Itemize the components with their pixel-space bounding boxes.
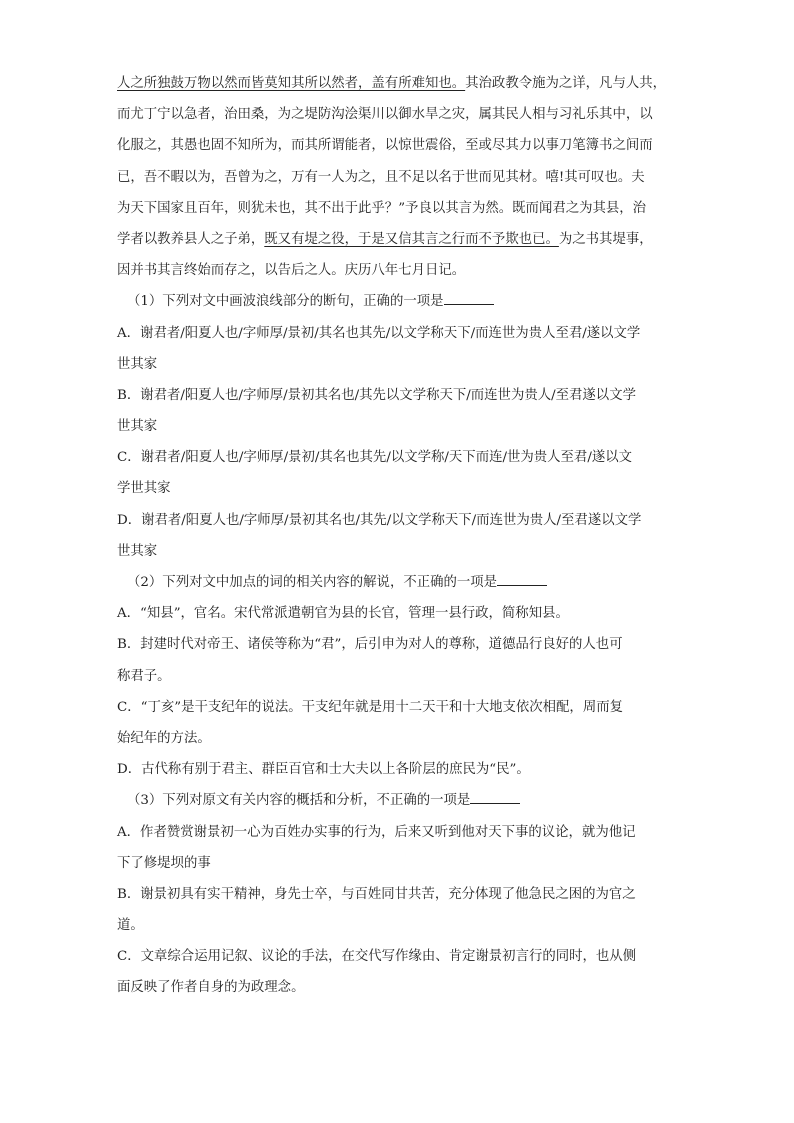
option-b-cont: 道。 bbox=[117, 918, 144, 934]
passage-line: 因并书其言终始而存之，以告后之人。庆历八年七月日记。 bbox=[117, 263, 466, 279]
passage-line: 而尤丁宁以急者，治田桑，为之堤防沟浍渠川以御水旱之灾，属其民人相与习礼乐其中，以 bbox=[117, 107, 653, 123]
question-2-stem: （2）下列对文中加点的词的相关内容的解说，不正确的一项是 bbox=[117, 567, 677, 598]
passage-line: 人之所独鼓万物以然而皆莫知其所以然者，盖有所难知也。其治政教令施为之详，凡与人共， bbox=[117, 76, 667, 91]
option-d-cont: 世其家 bbox=[117, 543, 158, 559]
underlined-sentence: 人之所独鼓万物以然而皆莫知其所以然者，盖有所难知也。 bbox=[117, 76, 466, 91]
answer-blank[interactable] bbox=[444, 290, 494, 305]
option-d: D．古代称有别于君主、群臣百官和士大夫以上各阶层的庶民为“民”。 bbox=[117, 762, 530, 778]
document-page bbox=[117, 68, 677, 1004]
passage-line: 化服之，其愚也固不知所为，而其所谓能者，以惊世震俗，至或尽其力以事刀笔簿书之间而 bbox=[117, 138, 653, 154]
option-b: B．封建时代对帝王、诸侯等称为“君”，后引申为对人的尊称，道德品行良好的人也可 bbox=[117, 637, 623, 653]
passage-line: 学者以教养县人之子弟，既又有堤之役，于是又信其言之行而不予欺也已。为之书其堤事， bbox=[117, 231, 653, 247]
option-b: B．谢景初具有实干精神，身先士卒，与百姓同甘共苦，充分体现了他急民之困的为官之 bbox=[117, 886, 636, 902]
answer-blank[interactable] bbox=[470, 789, 520, 804]
question-1-stem: （1）下列对文中画波浪线部分的断句，正确的一项是 bbox=[117, 286, 677, 317]
option-c-cont: 学世其家 bbox=[117, 481, 171, 497]
option-b-cont: 世其家 bbox=[117, 419, 158, 435]
option-a-cont: 下了修堤坝的事 bbox=[117, 855, 211, 871]
option-a: A．作者赞赏谢景初一心为百姓办实事的行为，后来又听到他对天下事的议论，就为他记 bbox=[117, 824, 636, 840]
option-b-cont: 称君子。 bbox=[117, 668, 171, 684]
option-c-cont: 面反映了作者自身的为政理念。 bbox=[117, 980, 305, 996]
option-a-cont: 世其家 bbox=[117, 356, 158, 372]
question-3-stem: （3）下列对原文有关内容的概括和分析，不正确的一项是 bbox=[117, 785, 677, 816]
option-d: D．谢君者/阳夏人也/字师厚/景初其名也/其先/以文学称天下/而连世为贵人/至君遂以文学 bbox=[117, 512, 642, 528]
option-c-cont: 始纪年的方法。 bbox=[117, 730, 211, 746]
option-b: B．谢君者/阳夏人也/字师厚/景初其名也/其先以文学称天下/而连世为贵人/至君遂以文学 bbox=[117, 387, 636, 403]
option-a: A．谢君者/阳夏人也/字师厚/景初/其名也其先/以文学称天下/而连世为贵人至君/遂以文学 bbox=[117, 325, 641, 341]
option-a: A．“知县”，官名。宋代常派遣朝官为县的长官，管理一县行政，简称知县。 bbox=[117, 606, 569, 622]
passage-line: 已，吾不暇以为，吾曾为之，万有一人为之，且不足以名于世而见其材。嘻!其可叹也。夫 bbox=[117, 169, 645, 185]
option-c: C．谢君者/阳夏人也/字师厚/景初/其名也其先/以文学称/天下而连/世为贵人至君/遂以文 bbox=[117, 450, 633, 466]
underlined-sentence: 既又有堤之役，于是又信其言之行而不予欺也已。 bbox=[264, 231, 559, 247]
option-c: C．文章综合运用记叙、议论的手法，在交代写作缘由、肯定谢景初言行的同时，也从侧 bbox=[117, 949, 637, 965]
passage-line: 为天下国家且百年，则犹未也，其不出于此乎？”予良以其言为然。既而闻君之为其县，治 bbox=[117, 200, 647, 216]
option-c: C．“丁亥”是干支纪年的说法。干支纪年就是用十二天干和十大地支依次相配，周而复 bbox=[117, 699, 623, 715]
answer-blank[interactable] bbox=[497, 571, 547, 586]
